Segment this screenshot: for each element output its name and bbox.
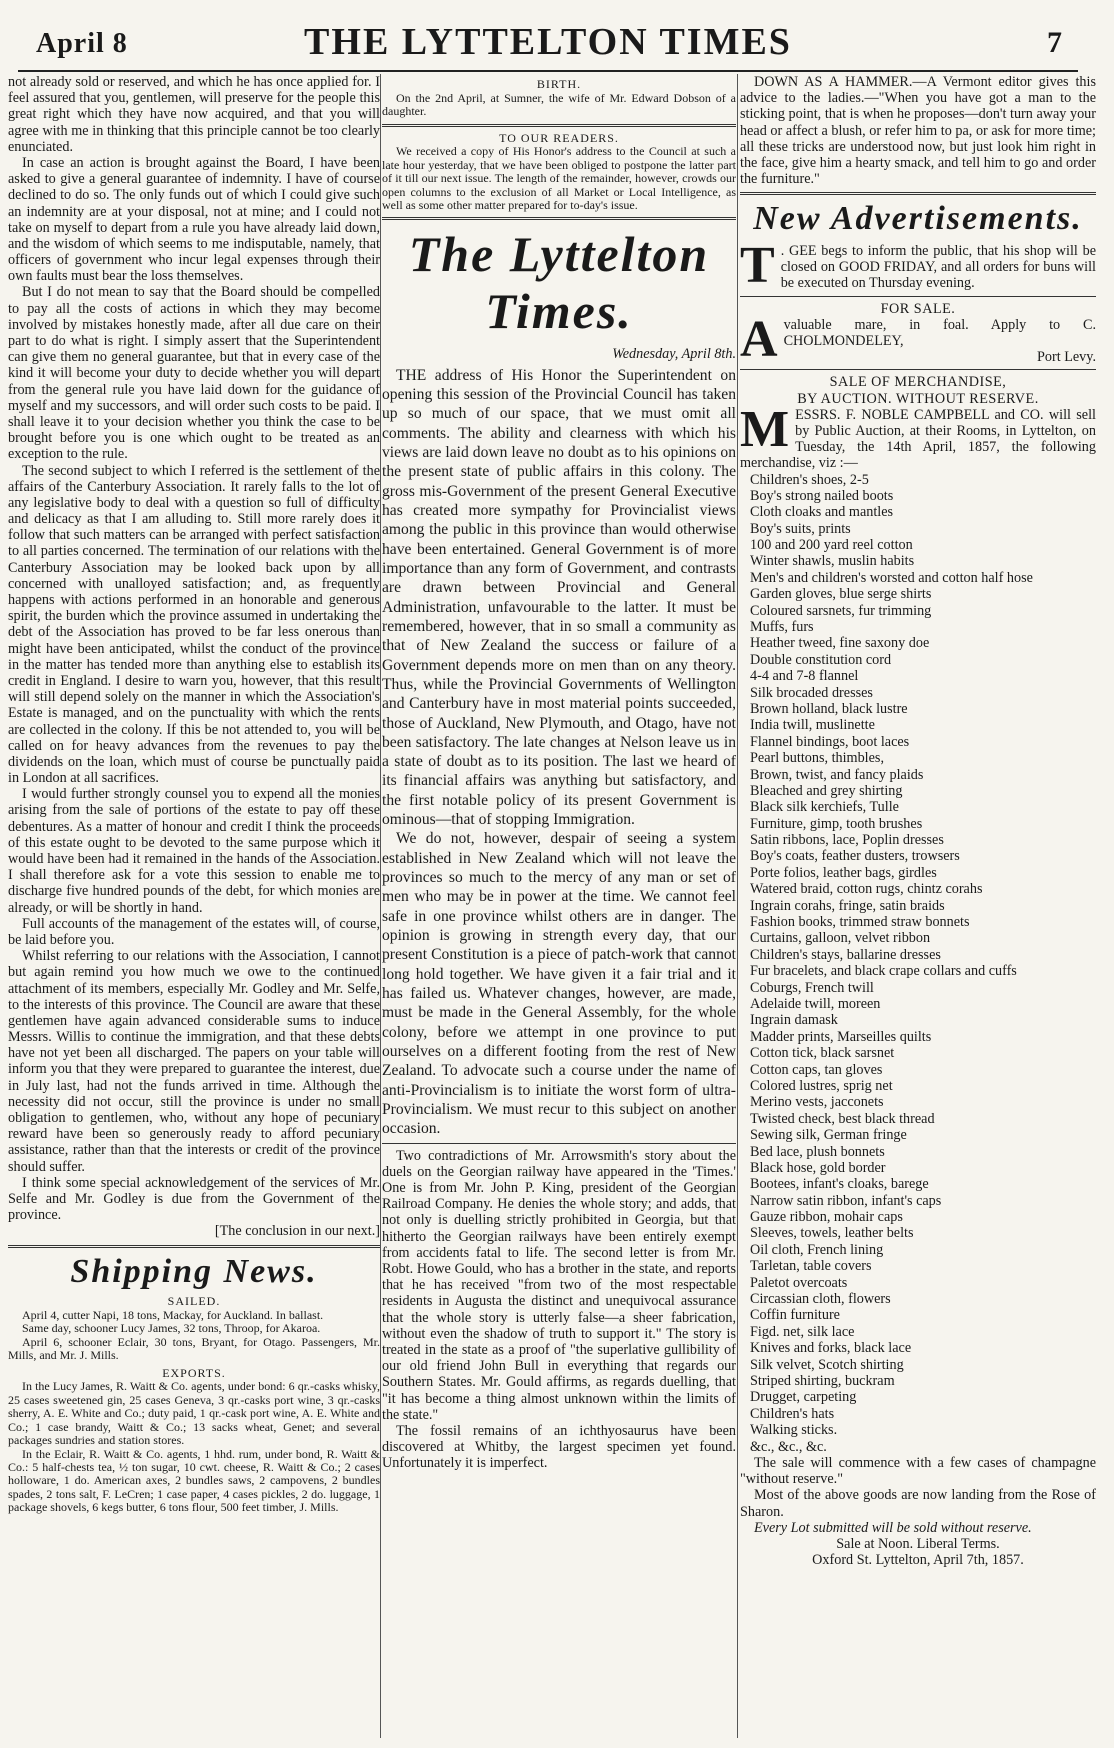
- merchandise-item: Sleeves, towels, leather belts: [750, 1225, 914, 1242]
- merchandise-item: Coloured sarsnets, fur trimming: [750, 602, 932, 619]
- merchandise-item: Black hose, gold border: [750, 1159, 886, 1176]
- for-sale-text: valuable mare, in foal. Apply to C. CHOLMONDELEY,: [783, 316, 1096, 349]
- gee-advertisement: [740, 237, 1096, 295]
- section-divider: [382, 217, 736, 220]
- merchandise-item: Twisted check, best black thread: [750, 1110, 935, 1127]
- export-entry: In the Lucy James, R. Waitt & Co. agents, under bond: 6 qr.-casks whisky, 25 cases sweetened gin, 25 cases Geneva, 3 qr.-casks port wine, 3 qr.-casks sherry, A. E. White and Co.; duty paid, 1 qr.-cask port wine, A. E. White and Co.; 1 case brandy, Waitt & Co.; 13 sacks wheat, Genet; and several packages sundries and station stores.: [8, 1379, 380, 1448]
- merchandise-item: Ingrain corahs, fringe, satin braids: [750, 897, 945, 914]
- merchandise-item: Children's hats: [750, 1405, 835, 1422]
- merchandise-item: Striped shirting, buckram: [750, 1372, 895, 1389]
- for-sale-heading: FOR SALE.: [880, 300, 956, 317]
- section-divider: [740, 369, 1096, 370]
- newspaper-title: THE LYTTELTON TIMES: [304, 21, 792, 63]
- merchandise-item: Knives and forks, black lace: [750, 1340, 912, 1357]
- merchandise-item: Ingrain damask: [750, 1012, 838, 1029]
- hammer-paragraph: DOWN AS A HAMMER.—A Vermont editor gives this advice to the ladies.—"When you have got a man to the sticking point, that is when he proposes—don't turn away your head or affect a blush, or refer him to pa, or ask for more time; all these tricks are understood now, but just look him right in the face, give him a hearty smack, and tell him to go and order the furniture.": [740, 74, 1096, 188]
- exports-heading: EXPORTS.: [162, 1365, 226, 1380]
- merchandise-list: [750, 472, 1096, 1455]
- column-rule: [380, 74, 381, 1738]
- birth-notice: On the 2nd April, at Sumner, the wife of Mr. Edward Dobson of a daughter.: [382, 90, 736, 119]
- merchandise-item: Men's and children's worsted and cotton half hose: [750, 569, 1033, 586]
- editorial-dateline: Wednesday, April 8th.: [612, 346, 736, 363]
- merchandise-subheading: BY AUCTION. WITHOUT RESERVE.: [797, 390, 1039, 407]
- merchandise-advertisement: [740, 374, 1096, 1568]
- merchandise-item: Narrow satin ribbon, infant's caps: [750, 1192, 942, 1209]
- gee-text: . GEE begs to inform the public, that his shop will be closed on GOOD FRIDAY, and all orders for buns will be executed on Thursday evening.: [780, 243, 1096, 292]
- birth-heading: BIRTH.: [536, 77, 582, 91]
- merchandise-item: Circassian cloth, flowers: [750, 1291, 891, 1308]
- export-entry: In the Eclair, R. Waitt & Co. agents, 1 hhd. rum, under bond, R. Waitt & Co.: 5 half-chests tea, ½ ton sugar, 10 cwt. cheese, R. Waitt & Co.; 2 cases holloware, 1 do. American axes, 2 bundles saws, 2 campovens, 2 bundles spades, 2 tons salt, F. LeCren; 1 case paper, 4 cases pickles, 2 do. luggage, 1 package shovels, 6 kegs butter, 6 tons flour, 500 feet timber, J. Mills.: [8, 1446, 380, 1515]
- merchandise-item: Porte folios, leather bags, girdles: [750, 864, 937, 881]
- closing-note: The sale will commence with a few cases of champagne "without reserve.": [740, 1454, 1096, 1488]
- editorial-paragraph: We do not, however, despair of seeing a system established in New Zealand which will not leave the provinces so much to the mercy of any man or set of men who may be in power at the time. We cannot feel safe in one province whilst others are in danger. The opinion is growing in strength every day, that our present Constitution is a piece of patch-work that cannot long hold together. We have given it a fair trial and it has failed us. Whatever changes, however, are made, must be made in the General Assembly, for the whole colony, before we attempt in one province to put ourselves on a different footing from the rest of New Zealand. To advocate such a course under the name of anti-Provincialism is to initiate the worst form of ultra-Provincialism. We must recur to this subject on another occasion.: [382, 830, 736, 1138]
- merchandise-item: Gauze ribbon, mohair caps: [750, 1209, 903, 1226]
- merchandise-item: Boy's coats, feather dusters, trowsers: [750, 848, 960, 865]
- closing-note: Most of the above goods are now landing from the Rose of Sharon.: [740, 1487, 1096, 1520]
- merchandise-item: Cotton caps, tan gloves: [750, 1061, 883, 1078]
- merchandise-item: Watered braid, cotton rugs, chintz corahs: [750, 881, 983, 898]
- speech-paragraph: Full accounts of the management of the estates will, of course, be laid before you.: [8, 915, 380, 948]
- editorial-paragraph: THE address of His Honor the Superintendent on opening this session of the Provincial Council has taken up so much of our space, that we must omit all comments. The ability and clearness with which his views are laid down leave no doubt as to his opinions on the present state of public affairs in this colony. The gross mis-Government of the present General Executive has created more sympathy for Provincialist views among the public in this province than would otherwise have been entertained. General Government is of more importance than any form of Government, and contrasts are drawn between Provincial and General Administration, unfavourable to the latter. It must be remembered, however, that in so small a community as that of New Zealand the success or failure of a Government depends more on men than on any theory. Thus, while the Provincial Governments of Wellington and Canterbury have in most material points succeeded, those of Auckland, New Plymouth, and Otago, have not been satisfactory. The late changes at Nelson leave us in a state of doubt as to its position. The last we heard of its financial affairs was anything but satisfactory, and the first notable policy of its present Government is ominous—that of stopping Immigration.: [382, 366, 736, 829]
- conclusion-note: [The conclusion in our next.]: [214, 1223, 380, 1240]
- merchandise-item: Boy's suits, prints: [750, 520, 851, 537]
- merchandise-item: Garden gloves, blue serge shirts: [750, 586, 932, 603]
- readers-heading: TO OUR READERS.: [499, 130, 619, 145]
- merchandise-item: Satin ribbons, lace, Poplin dresses: [750, 832, 944, 849]
- section-divider: [740, 296, 1096, 297]
- page-number: 7: [1047, 26, 1062, 59]
- merchandise-intro: ESSRS. F. NOBLE CAMPBELL and CO. will sell by Public Auction, at their Rooms, in Lyttelton, on Tuesday, the 14th April, 1857, the following merchandise, viz :—: [740, 406, 1096, 472]
- section-divider: [8, 1245, 380, 1248]
- news-paragraph: The fossil remains of an ichthyosaurus have been discovered at Whitby, the largest specimen yet found. Unfortunately it is imperfect.: [382, 1422, 736, 1472]
- column-1: [8, 74, 380, 1740]
- section-divider: [382, 124, 736, 127]
- for-sale-advertisement: [740, 301, 1096, 366]
- merchandise-item: Children's stays, ballarine dresses: [750, 946, 941, 963]
- drop-cap: T: [740, 237, 775, 295]
- news-paragraph: Two contradictions of Mr. Arrowsmith's story about the duels on the Georgian railway have appeared in the 'Times.' One is from Mr. John P. King, president of the Georgian Railroad Company. He denies the whole story; and adds, that not only is duelling strictly prohibited in Georgia, but that hitherto the Georgian railways have been entirely exempt from accidents fatal to life. The second letter is from Mr. Robt. Howe Gould, who has a brother in the state, and reports that he has received "from two of the most respectable residents in Augusta the distinct and unequivocal assurance that the whole story is utterly false—a sheer fabrication, without even the shadow of truth to support it." The story is treated in the state as a proof of "the superlative gullibility of our old friend John Bull in everything that regards our Southern States. Mr. Gould affirms, as regards duelling, that "it has become a thing almost unknown within the limits of the state.": [382, 1147, 736, 1423]
- merchandise-item: Adelaide twill, moreen: [750, 996, 881, 1012]
- merchandise-item: Brown holland, black lustre: [750, 700, 908, 717]
- merchandise-item: 4-4 and 7-8 flannel: [750, 668, 859, 685]
- drop-cap: A: [740, 310, 778, 368]
- shipping-entry: April 4, cutter Napi, 18 tons, Mackay, for Auckland. In ballast.: [22, 1307, 324, 1322]
- merchandise-item: Coffin furniture: [750, 1307, 840, 1324]
- merchandise-item: Double constitution cord: [750, 651, 892, 668]
- speech-paragraph: Whilst referring to our relations with the Association, I cannot but again remind you how much we owe to the continued attachment of its members, especially Mr. Godley and Mr. Selfe, to the interests of this province. The Council are aware that these gentlemen have again advanced considerable sums to induce Messrs. Willis to continue the immigration, and that these debts have not yet been all discharged. The papers on your table will inform you that they were prepared to guarantee the interest, due in July last, had not the funds arrived in time. Although the necessity did not occur, still the province is under no small obligation to gentlemen, who, without any hope of pecuniary reward have been so generously ready to afford pecuniary assistance, rather than that the interests or credit of the province should suffer.: [8, 948, 380, 1175]
- merchandise-item: Colored lustres, sprig net: [750, 1077, 893, 1094]
- merchandise-item: Children's shoes, 2-5: [750, 471, 869, 488]
- merchandise-item: Tarletan, table covers: [750, 1258, 872, 1275]
- merchandise-item: Brown, twist, and fancy plaids: [750, 766, 924, 783]
- merchandise-item: Winter shawls, muslin habits: [750, 553, 915, 570]
- merchandise-item: &c., &c., &c.: [750, 1438, 827, 1455]
- column-rule: [737, 74, 738, 1738]
- merchandise-item: Merino vests, jacconets: [750, 1094, 884, 1111]
- merchandise-item: Curtains, galloon, velvet ribbon: [750, 930, 931, 947]
- merchandise-item: Silk velvet, Scotch shirting: [750, 1356, 904, 1373]
- section-divider: [740, 192, 1096, 195]
- merchandise-item: Figd. net, silk lace: [750, 1323, 855, 1340]
- section-divider: [382, 1143, 736, 1144]
- shipping-entry: April 6, schooner Eclair, 30 tons, Bryant, for Otago. Passengers, Mr. Mills, and Mr. J. Mills.: [8, 1334, 380, 1363]
- merchandise-item: 100 and 200 yard reel cotton: [750, 537, 913, 554]
- merchandise-heading: SALE OF MERCHANDISE,: [829, 374, 1007, 391]
- merchandise-item: Muffs, furs: [750, 619, 814, 636]
- nameplate: The Lyttelton Times.: [408, 226, 710, 340]
- column-2: [382, 74, 736, 1740]
- column-3: [740, 74, 1096, 1740]
- masthead: [18, 8, 1078, 72]
- merchandise-item: Cloth cloaks and mantles: [750, 504, 894, 521]
- for-sale-place: Port Levy.: [1037, 349, 1096, 366]
- sailed-heading: SAILED.: [167, 1294, 221, 1309]
- shipping-news-heading: Shipping News.: [70, 1252, 318, 1290]
- merchandise-item: Bed lace, plush bonnets: [750, 1143, 885, 1160]
- merchandise-item: Flannel bindings, boot laces: [750, 733, 910, 750]
- merchandise-item: Oil cloth, French lining: [750, 1241, 884, 1258]
- merchandise-item: Walking sticks.: [750, 1422, 838, 1439]
- merchandise-item: Madder prints, Marseilles quilts: [750, 1028, 932, 1045]
- merchandise-item: Cotton tick, black sarsnet: [750, 1045, 895, 1062]
- shipping-entry: Same day, schooner Lucy James, 32 tons, Throop, for Akaroa.: [22, 1321, 321, 1336]
- merchandise-item: Heather tweed, fine saxony doe: [750, 635, 930, 652]
- drop-cap: M: [740, 400, 790, 458]
- new-advertisements-heading: New Advertisements.: [753, 200, 1083, 238]
- merchandise-item: India twill, muslinette: [750, 717, 875, 734]
- merchandise-item: Bleached and grey shirting: [750, 782, 903, 799]
- merchandise-item: Sewing silk, German fringe: [750, 1127, 907, 1144]
- closing-note: Every Lot submitted will be sold without reserve.: [754, 1519, 1032, 1536]
- merchandise-item: Bootees, infant's cloaks, barege: [750, 1176, 929, 1193]
- sale-terms: Sale at Noon. Liberal Terms.: [836, 1535, 1000, 1552]
- issue-date: April 8: [36, 28, 128, 59]
- speech-paragraph: The second subject to which I referred is the settlement of the affairs of the Canterbury Association. It rarely falls to the lot of any legislative body to deal with a question so full of difficulty and delicacy as that I am alluding to. Still more rarely does it follow that such matters can be arranged with perfect satisfaction to all parties concerned. The termination of our relations with the Canterbury Association may be looked back upon by all concerned with unalloyed satisfaction; and, as frequently happens with actions performed in an honorable and generous spirit, the burden which the province assumed in undertaking the debt of the Association has proved to be far less onerous than might have been anticipated, whilst the conduct of the province in the matter has tended more than anything else to establish its credit in England. I desire to warn you, however, that this result will still depend solely on the manner in which the Association's Estate is managed, and on the punctuality with which the rents are collected in the colony. If this be not attended to, you will be called on for heavy advances from the revenues to pay the dividends on the loan, which must of course be punctually paid in London at all sacrifices.: [8, 462, 380, 787]
- merchandise-item: Coburgs, French twill: [750, 979, 874, 996]
- readers-notice: We received a copy of His Honor's address to the Council at such a late hour yesterday, that we have been obliged to postpone the latter part of it till our next issue. The length of the remainder, however, crowds our open columns to the exclusion of all Market or Local Intelligence, as well as some other matter prepared for to-day's issue.: [382, 144, 736, 212]
- merchandise-item: Furniture, gimp, tooth brushes: [750, 815, 923, 832]
- speech-paragraph: I would further strongly counsel you to expend all the monies arising from the sale of portions of the estate to pay off these debentures. As a matter of honour and credit I think the proceeds of this estate ought to be devoted to the same purpose which it would have been had it remained in the hands of the Association. I shall therefore ask for a vote this session to enable me to discharge five hundred pounds of the debt, for which monies are already, or will be shortly in hand.: [8, 786, 380, 916]
- merchandise-item: Paletot overcoats: [750, 1274, 848, 1291]
- speech-paragraph: In case an action is brought against the Board, I have been asked to give a general guarantee of indemnity. I have of course declined to do so. The only funds out of which I could give such an indemnity are at your disposal, not at mine; and I could not take on myself to depart from a rule you have already laid down, and the wisdom of which seems to me indisputable, namely, that officers of government who incur legal expenses through their own faults must bear the loss themselves.: [8, 154, 380, 285]
- sale-address: Oxford St. Lyttelton, April 7th, 1857.: [812, 1552, 1024, 1569]
- merchandise-item: Silk brocaded dresses: [750, 684, 873, 701]
- merchandise-item: Pearl buttons, thimbles,: [750, 750, 884, 767]
- merchandise-item: Black silk kerchiefs, Tulle: [750, 799, 899, 816]
- merchandise-item: Fashion books, trimmed straw bonnets: [750, 914, 970, 931]
- speech-paragraph: But I do not mean to say that the Board should be compelled to pay all the costs of actions in which they may become involved by mistakes honestly made, after all due care on their part to do what is right. I simply assert that the Superintendent can give them no general guarantee, but that in every case of the kind it will become your duty to decide whether you will depart from the general rule you have laid down for the guidance of myself and my successors, and will order such costs to be paid. I shall leave it to your decision whether you think the case to be brought before you is one which ought to be treated as an exception to the rule.: [8, 284, 380, 463]
- merchandise-item: Boy's strong nailed boots: [750, 487, 894, 504]
- speech-paragraph: I think some special acknowledgement of the services of Mr. Selfe and Mr. Godley is due from the Government of the province.: [8, 1174, 380, 1224]
- merchandise-item: Drugget, carpeting: [750, 1389, 857, 1406]
- merchandise-item: Fur bracelets, and black crape collars and cuffs: [750, 963, 1017, 980]
- speech-paragraph: not already sold or reserved, and which he has once applied for. I feel assured that you, gentlemen, will preserve for the people this great right which they have now acquired, and that you will agree with me in thinking that this principle cannot be too clearly enunciated.: [8, 74, 380, 155]
